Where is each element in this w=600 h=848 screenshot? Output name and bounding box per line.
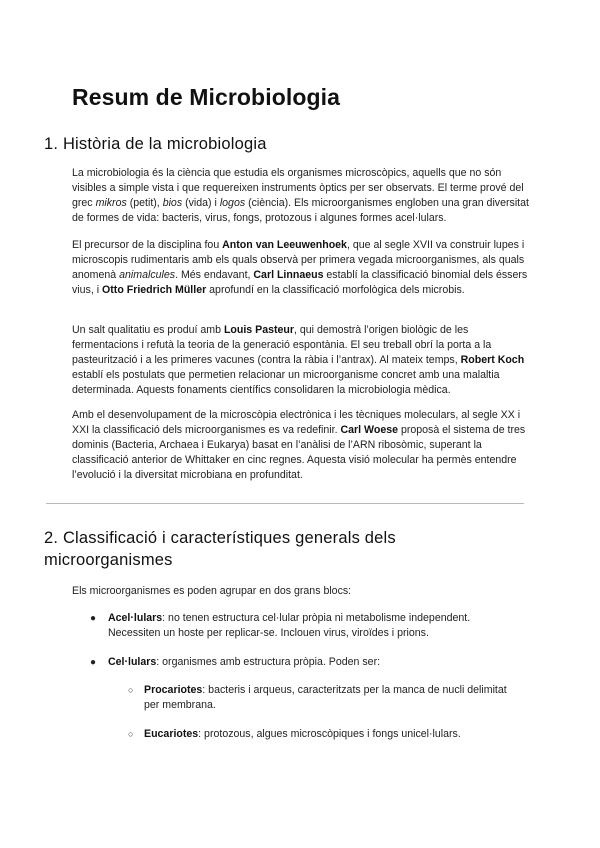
sub-bullet-marker: ○ — [128, 729, 134, 739]
section-1-paragraph-1: La microbiologia és la ciència que estudia els organismes microscòpics, aquells que no són visibles a simple vista i que requereixen instruments òptics per ser observats. El terme prové del grec mikros (petit), bios (vida) i logos (ciència). Els microorganismes engloben una gran diversitat de formes de vida: bacteris, virus, fongs, protozous i algunes formes acel·lulars. — [72, 167, 529, 224]
sub-list-item-text: Eucariotes: protozous, algues microscòpiques i fongs unicel·lulars. — [144, 728, 461, 740]
section-1-paragraph-2: El precursor de la disciplina fou Anton van Leeuwenhoek, que al segle XVII va construir lupes i microscopis rudimentaris amb els quals observà per primera vegada microorganismes, als quals anomenà animalcules. Més endavant, Carl Linnaeus establí la classificació binomial dels éssers vius, i Otto Friedrich Müller aprofundí en la classificació morfològica dels microbis. — [72, 239, 528, 296]
list-item-text: Cel·lulars: organismes amb estructura pròpia. Poden ser: — [108, 656, 381, 668]
section-1-paragraph-3: Un salt qualitatiu es produí amb Louis Pasteur, qui demostrà l’origen biològic de les fermentacions i refutà la teoria de la generació espontània. El seu treball obrí la porta a la pasteurització i a les primeres vacunes (contra la ràbia i l’antrax). Al mateix temps, Robert Koch establí els postulats que permetien relacionar un microorganisme concret amb una malaltia determinada. Aquests fonaments científics consolidaren la microbiologia mèdica. — [72, 324, 525, 396]
document-title: Resum de Microbiologia — [72, 84, 341, 110]
bullet-marker: ● — [90, 613, 97, 624]
section-2-heading: 2. Classificació i característiques generals dels microorganismes — [44, 529, 396, 569]
sub-list-item-text: Procariotes: bacteris i arqueus, caracteritzats per la manca de nucli delimitat per membrana. — [144, 684, 507, 711]
sub-bullet-marker: ○ — [128, 685, 134, 695]
bullet-marker: ● — [90, 657, 97, 668]
section-2-intro: Els microorganismes es poden agrupar en dos grans blocs: — [72, 585, 352, 597]
section-divider — [46, 503, 524, 504]
list-item-text: Acel·lulars: no tenen estructura cel·lular pròpia ni metabolisme independent. Necessiten un hoste per replicar-se. Inclouen virus, viroïdes i prions. — [108, 612, 471, 639]
section-1-paragraph-4: Amb el desenvolupament de la microscòpia electrònica i les tècniques moleculars, al segle XX i XXI la classificació dels microorganismes es va redefinir. Carl Woese proposà el sistema de tres dominis (Bacteria, Archaea i Eukarya) basat en l’anàlisi de l’ARN ribosòmic, superant la classificació anterior de Whittaker en cinc regnes. Aquesta visió molecular ha permès entendre l’evolució i la diversitat microbiana en profunditat. — [72, 409, 526, 481]
section-1-heading: 1. Història de la microbiologia — [44, 135, 267, 153]
